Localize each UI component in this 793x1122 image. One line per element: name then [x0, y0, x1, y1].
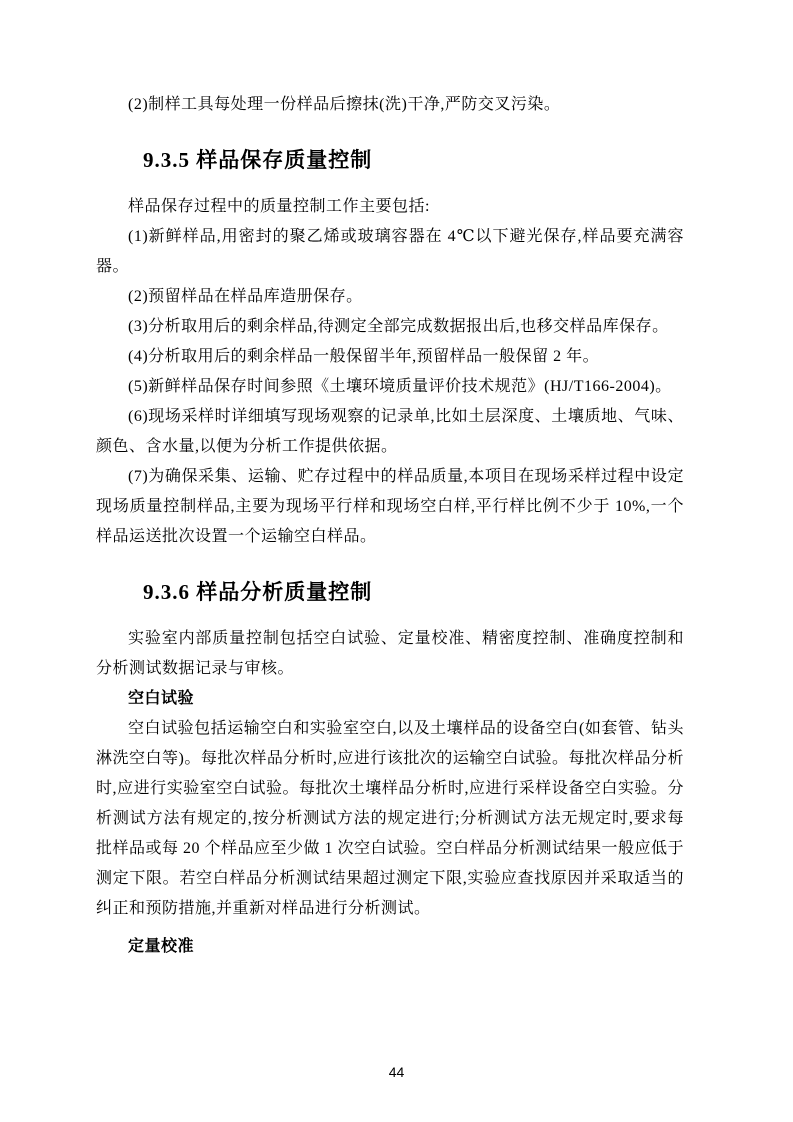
section-heading-9-3-5: 9.3.5 样品保存质量控制 [143, 148, 373, 172]
paragraph-item-1-fresh-sample: (1)新鲜样品,用密封的聚乙烯或玻璃容器在 4℃以下避光保存,样品要充满容器。 [96, 228, 684, 275]
paragraph-storage-qc-intro: 样品保存过程中的质量控制工作主要包括: [128, 198, 430, 215]
subheading-blank-test: 空白试验 [128, 690, 195, 707]
subheading-quantitative-calibration: 定量校准 [128, 938, 195, 955]
page-number: 44 [388, 1064, 405, 1080]
paragraph-item-5-storage-time-standard: (5)新鲜样品保存时间参照《土壤环境质量评价技术规范》(HJ/T166-2004)。 [128, 378, 672, 395]
paragraph-item-2-reserved-sample: (2)预留样品在样品库造册保存。 [128, 288, 363, 305]
paragraph-lab-qc-intro: 实验室内部质量控制包括空白试验、定量校准、精密度控制、准确度控制和分析测试数据记录与审核。 [96, 630, 684, 677]
paragraph-item-6-field-record: (6)现场采样时详细填写现场观察的记录单,比如土层深度、土壤质地、气味、颜色、含水量,以便为分析工作提供依据。 [96, 408, 684, 455]
paragraph-item-7-field-qc-sample: (7)为确保采集、运输、贮存过程中的样品质量,本项目在现场采样过程中设定现场质量控制样品,主要为现场平行样和现场空白样,平行样比例不少于 10%,一个样品运送批次设置一个运输空白样品。 [96, 468, 684, 545]
paragraph-sample-tool-cleaning: (2)制样工具每处理一份样品后擦抹(洗)干净,严防交叉污染。 [128, 96, 561, 113]
paragraph-blank-test-detail: 空白试验包括运输空白和实验室空白,以及土壤样品的设备空白(如套管、钻头淋洗空白等)。每批次样品分析时,应进行该批次的运输空白试验。每批次样品分析时,应进行实验室空白试验。每批次土壤样品分析时,应进行采样设备空白实验。分析测试方法有规定的,按分析测试方法的规定进行;分析测试方法无规定时,要求每批样品或每 20 个样品应至少做 1 次空白试验。空白样品分析测试结果一般应低于测定下限。若空白样品分析测试结果超过测定下限,实验应查找原因并采取适当的纠正和预防措施,并重新对样品进行分析测试。 [96, 720, 685, 917]
paragraph-item-4-retention-period: (4)分析取用后的剩余样品一般保留半年,预留样品一般保留 2 年。 [128, 348, 600, 365]
section-heading-9-3-6: 9.3.6 样品分析质量控制 [143, 580, 373, 604]
paragraph-item-3-remaining-sample: (3)分析取用后的剩余样品,待测定全部完成数据报出后,也移交样品库保存。 [128, 318, 669, 335]
document-content [96, 90, 684, 962]
